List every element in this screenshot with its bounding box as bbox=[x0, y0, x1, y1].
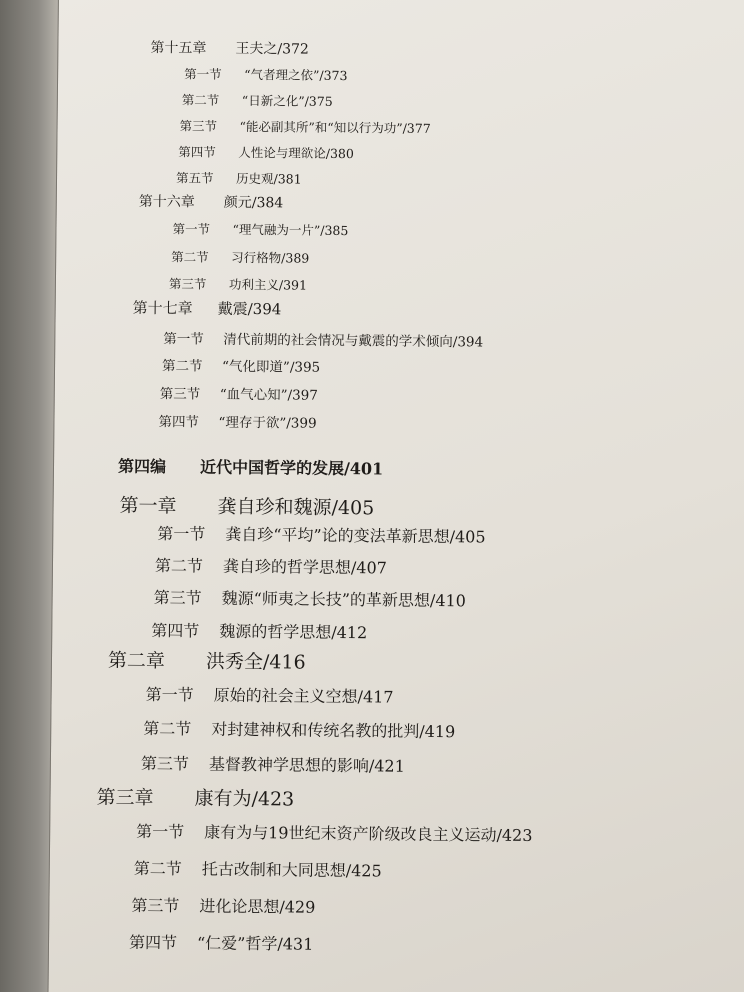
section-label: 第四节 bbox=[158, 414, 200, 431]
section-title: 龚自珍“平均”论的变法革新思想/405 bbox=[225, 524, 486, 547]
chapter-title: 龚自珍和魏源/405 bbox=[217, 495, 375, 520]
section-title: 习行格物/389 bbox=[231, 249, 310, 266]
toc-section bbox=[178, 142, 354, 162]
toc-section bbox=[141, 751, 405, 777]
toc-section bbox=[154, 585, 467, 611]
section-title: 龚自珍的哲学思想/407 bbox=[222, 556, 388, 578]
chapter-title: 康有为/423 bbox=[194, 787, 295, 811]
toc-section bbox=[184, 64, 348, 84]
section-title: “日新之化”/375 bbox=[241, 92, 333, 109]
chapter-title: 戴震/394 bbox=[217, 299, 282, 319]
section-title: “气者理之依”/373 bbox=[244, 66, 348, 84]
book-page bbox=[47, 0, 744, 992]
chapter-title: 洪秀全/416 bbox=[205, 650, 306, 674]
section-label: 第三节 bbox=[140, 753, 190, 774]
section-label: 第三节 bbox=[153, 588, 202, 608]
section-label: 第三节 bbox=[131, 895, 180, 916]
toc-section bbox=[158, 410, 316, 432]
toc-section bbox=[155, 553, 387, 578]
chapter-label: 第三章 bbox=[96, 786, 154, 810]
section-label: 第二节 bbox=[143, 718, 192, 739]
toc-section bbox=[162, 354, 320, 376]
toc-chapter bbox=[119, 491, 374, 521]
section-title: 托古改制和大同思想/425 bbox=[201, 859, 382, 881]
section-label: 第五节 bbox=[175, 170, 214, 186]
section-title: “血气心知”/397 bbox=[219, 386, 318, 404]
toc-section bbox=[160, 382, 318, 404]
section-title: 魏源“师夷之长技”的革新思想/410 bbox=[221, 588, 467, 611]
toc-section bbox=[176, 168, 302, 187]
section-title: 清代前期的社会情况与戴震的学术倾向/394 bbox=[223, 331, 484, 351]
section-title: 进化论思想/429 bbox=[199, 896, 316, 917]
section-label: 第二节 bbox=[161, 358, 203, 375]
section-title: “理存于欲”/399 bbox=[218, 414, 317, 432]
toc-chapter bbox=[133, 297, 282, 320]
section-title: 康有为与19世纪末资产阶级改良主义运动/423 bbox=[204, 822, 533, 846]
section-title: 原始的社会主义空想/417 bbox=[213, 685, 394, 707]
toc-section bbox=[163, 327, 483, 350]
chapter-label: 第二章 bbox=[107, 649, 166, 673]
section-label: 第一节 bbox=[184, 66, 222, 82]
toc-section bbox=[131, 893, 315, 918]
section-label: 第二节 bbox=[154, 556, 204, 576]
chapter-label: 第十六章 bbox=[138, 193, 195, 211]
toc-section bbox=[151, 618, 367, 643]
section-label: 第一节 bbox=[163, 331, 204, 348]
section-title: “能必副其所”和“知以行为功”/377 bbox=[239, 118, 431, 136]
toc-section bbox=[143, 716, 455, 742]
chapter-title: 颜元/384 bbox=[223, 194, 284, 212]
toc-section bbox=[171, 247, 309, 266]
section-label: 第一节 bbox=[157, 524, 206, 544]
toc-chapter bbox=[139, 191, 284, 213]
toc-section bbox=[146, 682, 394, 708]
chapter-title: 王夫之/372 bbox=[235, 40, 309, 58]
section-label: 第四节 bbox=[178, 144, 216, 160]
chapter-label: 第一章 bbox=[119, 494, 177, 518]
toc-chapter bbox=[96, 782, 294, 811]
toc-chapter bbox=[150, 37, 309, 59]
section-label: 第二节 bbox=[181, 92, 220, 108]
section-label: 第一节 bbox=[172, 221, 211, 237]
chapter-label: 第十五章 bbox=[150, 39, 207, 57]
section-title: “气化即道”/395 bbox=[221, 358, 321, 376]
toc-section bbox=[182, 90, 333, 110]
section-title: 对封建神权和传统名教的批判/419 bbox=[211, 719, 456, 742]
toc-part-heading bbox=[118, 454, 383, 480]
section-title: 魏源的哲学思想/412 bbox=[219, 621, 368, 643]
section-title: “仁爱”哲学/431 bbox=[196, 933, 314, 954]
section-label: 第一节 bbox=[145, 684, 194, 705]
toc-section bbox=[179, 116, 430, 137]
section-title: 人性论与理欲论/380 bbox=[238, 144, 354, 162]
section-label: 第一节 bbox=[136, 821, 185, 842]
toc-chapter bbox=[108, 646, 306, 675]
part-title: 近代中国哲学的发展/401 bbox=[199, 457, 384, 479]
section-title: 历史观/381 bbox=[235, 170, 302, 187]
section-label: 第三节 bbox=[168, 276, 207, 292]
section-label: 第三节 bbox=[159, 386, 201, 403]
toc-section bbox=[134, 856, 382, 882]
section-title: 功利主义/391 bbox=[228, 276, 308, 293]
part-label: 第四编 bbox=[117, 456, 167, 477]
section-label: 第三节 bbox=[179, 118, 218, 134]
toc-section bbox=[136, 819, 533, 846]
section-label: 第二节 bbox=[171, 249, 209, 265]
section-label: 第二节 bbox=[133, 858, 182, 879]
toc-section bbox=[169, 274, 307, 293]
section-label: 第四节 bbox=[151, 621, 200, 641]
section-title: “理气融为一片”/385 bbox=[232, 221, 349, 239]
chapter-label: 第十七章 bbox=[132, 298, 193, 318]
toc-section bbox=[157, 521, 486, 547]
section-title: 基督教神学思想的影响/421 bbox=[208, 754, 405, 776]
toc-section bbox=[172, 219, 348, 239]
toc-section bbox=[129, 930, 314, 955]
section-label: 第四节 bbox=[128, 932, 178, 953]
